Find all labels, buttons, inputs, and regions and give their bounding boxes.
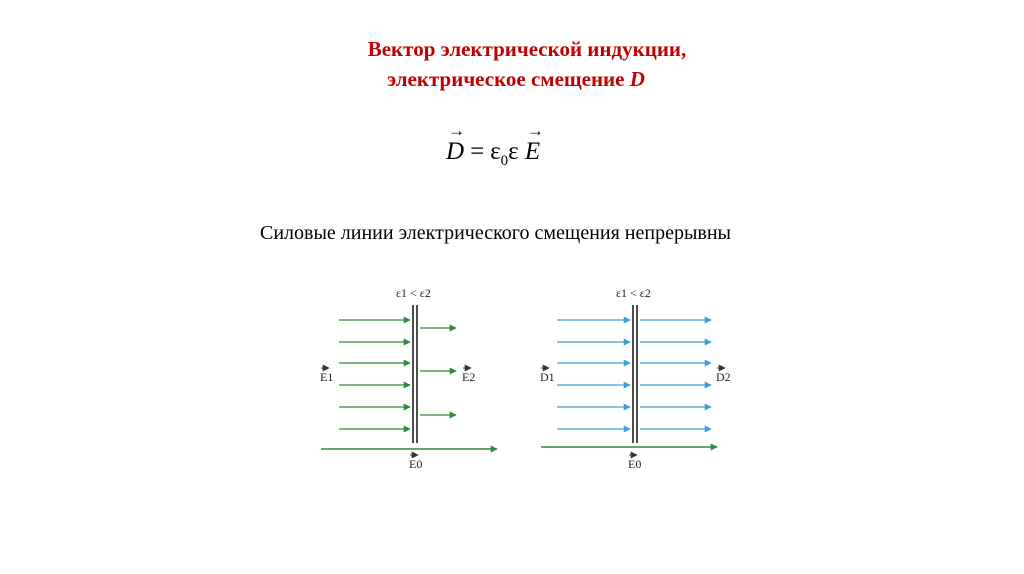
- left-label-e0: E0: [409, 457, 423, 471]
- formula-epsilon: ε: [508, 138, 519, 165]
- right-label-d2: D2: [716, 370, 731, 384]
- left-condition-label: ε1 < ε2: [396, 286, 431, 300]
- diagram-right: [540, 286, 731, 471]
- subtitle: Силовые линии электрического смещения непрерывны: [260, 222, 731, 244]
- right-condition-label: ε1 < ε2: [616, 286, 651, 300]
- right-label-e0: E0: [628, 457, 642, 471]
- left-label-e1: E1: [320, 370, 334, 384]
- title-line-2-text: электрическое смещение: [387, 67, 630, 91]
- formula-vector-e: → E: [525, 138, 540, 166]
- right-label-d1: D1: [540, 370, 555, 384]
- formula-equals: =: [470, 138, 485, 165]
- formula-epsilon-0: ε: [490, 138, 501, 165]
- title-symbol-d: D: [629, 67, 645, 91]
- formula-vector-d: → D: [446, 138, 464, 166]
- diagram-left: [320, 286, 497, 471]
- title-line-1: Вектор электрической индукции,: [367, 37, 687, 61]
- left-label-e2: E2: [462, 370, 476, 384]
- formula-epsilon-0-subscript: 0: [500, 153, 509, 169]
